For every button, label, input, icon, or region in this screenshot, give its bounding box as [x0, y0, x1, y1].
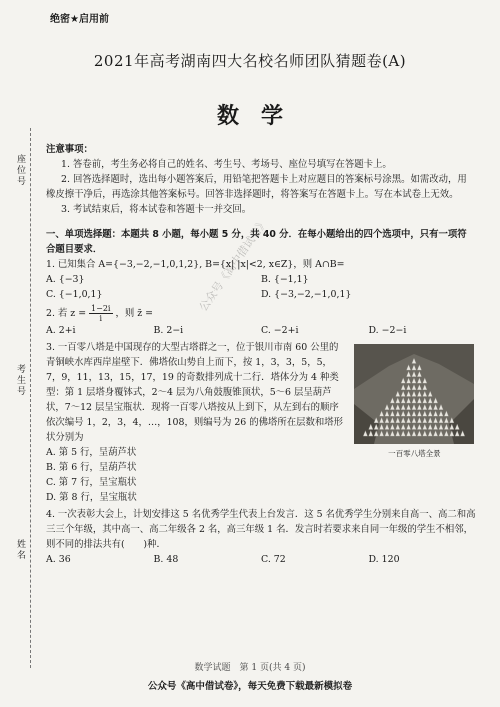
page-number: 数学试题 第 1 页(共 4 页) — [194, 663, 306, 673]
confidential-mark: 绝密★启用前 — [50, 14, 109, 25]
promo-footer: 公众号《高中借试卷》，每天免费下载最新模拟卷 — [147, 681, 353, 692]
q1-option-b: B. {−1,1} — [261, 274, 309, 285]
binding-line — [30, 128, 31, 668]
question-2 — [46, 304, 476, 338]
q2-option-d: D. −2−i — [368, 325, 407, 336]
q1-option-d: D. {−3,−2,−1,0,1} — [261, 289, 352, 300]
watermark: 公众号《高中借试卷》 — [196, 216, 271, 314]
q1-option-c: C. {−1,0,1} — [46, 289, 103, 300]
q4-option-a: A. 36 — [46, 554, 71, 565]
exam-body — [46, 142, 476, 567]
q3-option-b: B. 第 6 行，呈葫芦状 — [46, 462, 137, 473]
pagoda-caption: 一百零八塔全景 — [388, 449, 441, 458]
question-1 — [46, 257, 476, 302]
q3-option-d: D. 第 8 行，呈宝瓶状 — [46, 492, 137, 503]
q4-option-b: B. 48 — [153, 554, 179, 565]
notice-item-2: 2. 回答选择题时，选出每小题答案后，用铅笔把答题卡上对应题目的答案标号涂黑。如需改动，用橡皮擦干净后，再选涂其他答案标号。回答非选择题时，将答案写在答题卡上。写在本试卷上无效。 — [46, 174, 467, 200]
name-label: 姓名 — [14, 535, 27, 565]
notice-item-3: 3. 考试结束后，将本试卷和答题卡一并交回。 — [61, 204, 252, 215]
q2-fraction: $\frac{1-2i}{i}$ — [91, 304, 111, 323]
q4-option-c: C. 72 — [261, 554, 286, 565]
q3-stem: 3. 一百零八塔是中国现存的大型古塔群之一，位于银川市南 60 公里的青铜峡水库西岸崖壁下．佛塔依山势自上而下，按 1，3，3，5，5，7，9，11，13，15，17，19 的奇数排列成十二行．塔体分为 4 种类型：第 1 层塔身覆钵式，2～4 层为八角鼓腹锥顶状，5～6 层呈葫芦状，7～12 层呈宝瓶状．现将一百零八塔按从上到下，从左到右的顺序依次编号 1，2，3，4，…，108，则编号为 26 的佛塔所在层数和塔形状分别为 — [46, 342, 343, 443]
q2-option-c: C. −2+i — [261, 325, 299, 336]
q3-option-c: C. 第 7 行，呈宝瓶状 — [46, 477, 137, 488]
q4-stem: 4. 一次表彰大会上，计划安排这 5 名优秀学生代表上台发言．这 5 名优秀学生分别来自高一、高二和高三三个年级，其中高一、高二年级各 2 名，高三年级 1 名．发言时若要求来自同一年级的学生不相邻，则不同的排法共有( )种． — [46, 509, 476, 550]
q3-option-a: A. 第 5 行，呈葫芦状 — [46, 447, 137, 458]
exam-title: 2021年高考湖南四大名校名师团队猜题卷(A) — [93, 52, 407, 70]
q2-option-b: B. 2−i — [153, 325, 184, 336]
notice-item-1: 1. 答卷前，考生务必将自己的姓名、考生号、考场号、座位号填写在答题卡上。 — [61, 159, 392, 170]
section-heading: 一、单项选择题：本题共 8 小题，每小题 5 分，共 40 分．在每小题给出的四个选项中，只有一项符合题目要求． — [46, 229, 467, 255]
q1-stem: 1. 已知集合 A={−3,−2,−1,0,1,2}, B={x| |x|<2, x∈Z}，则 A∩B= — [46, 259, 345, 270]
question-4 — [46, 507, 476, 567]
q2-stem: 2. 若 z = $\frac{1-2i}{i}$ ，则 z̄ = — [46, 304, 153, 323]
q1-option-a: A. {−3} — [46, 274, 85, 285]
notice-heading: 注意事项： — [46, 144, 93, 155]
seat-number-label: 座位号 — [14, 150, 27, 191]
question-3 — [46, 340, 476, 505]
q2-option-a: A. 2+i — [46, 325, 76, 336]
q4-option-d: D. 120 — [368, 554, 400, 565]
subject-title: 数学 — [216, 104, 305, 129]
pagoda-figure — [353, 340, 476, 505]
exam-number-label: 考生号 — [14, 360, 27, 401]
pagoda-photo — [354, 344, 474, 444]
